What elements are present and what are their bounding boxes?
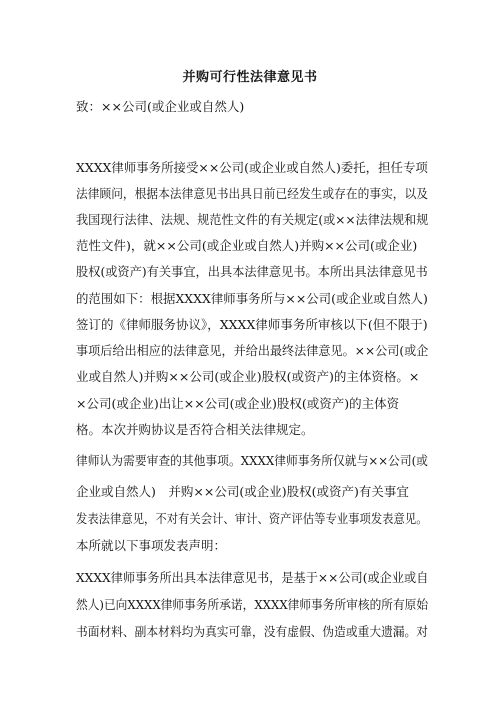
body-line: ×公司(或企业)出让××公司(或企业)股权(或资产)的主体资 [76,396,400,411]
body-line: 本所就以下事项发表声明： [76,538,227,553]
body-line: 签订的《律师服务协议》，XXXX律师事务所审核以下(但不限于) [76,317,428,332]
body-line: 律师认为需要审查的其他事项。XXXX律师事务所仅就与××公司(或 [76,453,428,468]
body-line: XXXX律师事务所出具本法律意见书，是基于××公司(或企业或自 [76,570,429,585]
body-line: 发表法律意见，不对有关会计、审计、资产评估等专业事项发表意见。 [76,511,428,526]
body-line: 的范围如下：根据XXXX律师事务所与××公司(或企业或自然人) [76,291,428,306]
body-line: 然人)已向XXXX律师事务所承诺，XXXX律师事务所审核的所有原始 [76,597,429,612]
salutation: 致：××公司(或企业或自然人) [76,99,245,114]
body-line: 书面材料、副本材料均为真实可靠，没有虚假、伪造或重大遗漏。对 [76,624,429,639]
body-line: 我国现行法律、法规、规范性文件的有关规定(或××法律法规和规 [76,212,429,227]
document-title: 并购可行性法律意见书 [182,70,318,85]
body-line: 股权(或资产)有关事宜，出具本法律意见书。本所出具法律意见书 [76,264,428,279]
body-line: 事项后给出相应的法律意见，并给出最终法律意见。××公司(或企 [76,343,429,358]
body-line: 格。本次并购协议是否符合相关法律规定。 [76,422,314,437]
body-line: 法律顾问，根据本法律意见书出具日前已经发生或存在的事实，以及 [76,186,429,201]
body-line: 企业或自然人) 并购××公司(或企业)股权(或资产)有关事宜 [76,484,409,499]
body-line: 业或自然人)并购××公司(或企业)股权(或资产)的主体资格。× [76,369,420,384]
body-line: 范性文件)，就××公司(或企业或自然人)并购××公司(或企业) [76,238,418,253]
body-line: XXXX律师事务所接受××公司(或企业或自然人)委托，担任专项 [76,160,428,175]
